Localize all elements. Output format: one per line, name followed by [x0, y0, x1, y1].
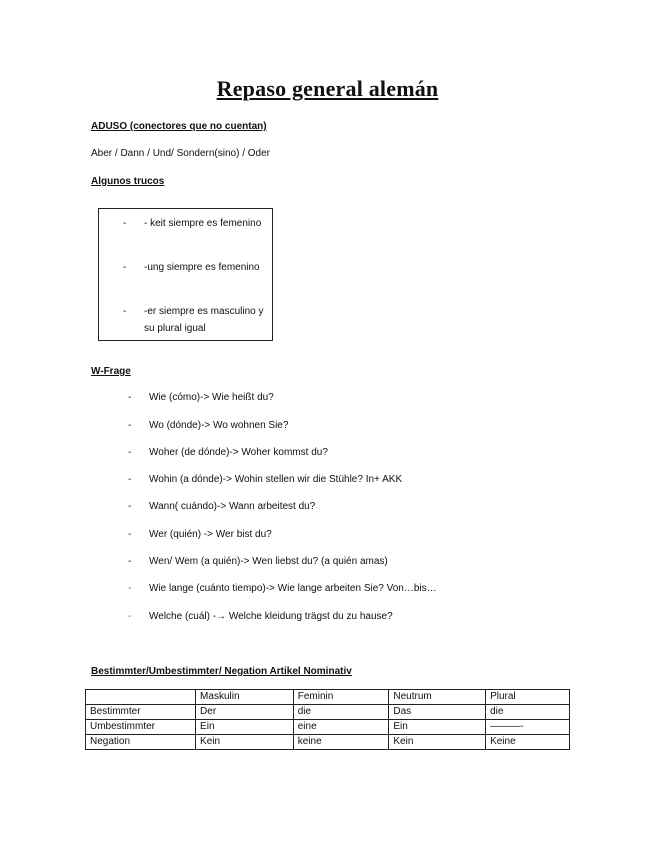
bullet-dash: - [128, 611, 132, 622]
table-cell: Keine [486, 735, 570, 750]
bullet-dash: - [128, 529, 132, 540]
page-title: Repaso general alemán [216, 76, 439, 101]
table-cell: Bestimmter [86, 705, 196, 720]
bullet-dash: - [128, 420, 132, 431]
wfrage-text: Wo (dónde)-> Wo wohnen Sie? [149, 420, 289, 431]
table-header-row [86, 690, 570, 705]
table-row [86, 720, 570, 735]
trick-item [123, 303, 274, 337]
table-cell: eine [293, 720, 389, 735]
table-cell: Plural [486, 690, 570, 705]
bullet-dash: - [123, 218, 127, 229]
table-cell: Umbestimmter [86, 720, 196, 735]
wfrage-text: Welche (cuál) -→ Welche kleidung trägst du zu hause? [149, 611, 393, 622]
bullet-dash: - [128, 501, 132, 512]
wfrage-text: Wohin (a dónde)-> Wohin stellen wir die Stühle? In+ AKK [149, 474, 403, 485]
bullet-dash: - [123, 262, 127, 273]
aduso-heading: ADUSO (conectores que no cuentan) [91, 121, 267, 132]
wfrage-heading: W-Frage [91, 366, 131, 377]
table-cell: die [293, 705, 389, 720]
bullet-dash: - [123, 306, 127, 317]
table-cell: ———- [486, 720, 570, 735]
table-cell: Ein [196, 720, 294, 735]
wfrage-text: Wann( cuándo)-> Wann arbeitest du? [149, 501, 316, 512]
trick-item [123, 215, 274, 232]
wfrage-text: Woher (de dónde)-> Woher kommst du? [149, 447, 328, 458]
trick-item [123, 259, 274, 276]
aduso-connectors-text: Aber / Dann / Und/ Sondern(sino) / Oder [91, 148, 270, 159]
table-cell: Maskulin [196, 690, 294, 705]
trick-text: - keit siempre es femenino [144, 218, 262, 229]
table-row [86, 705, 570, 720]
table-cell: Das [389, 705, 486, 720]
table-cell [86, 690, 196, 705]
table-cell: Kein [389, 735, 486, 750]
bullet-dash: - [128, 556, 132, 567]
table-cell: Der [196, 705, 294, 720]
wfrage-text: Wie lange (cuánto tiempo)-> Wie lange arbeiten Sie? Von…bis… [149, 583, 437, 594]
table-cell: Feminin [293, 690, 389, 705]
table-row [86, 735, 570, 750]
bullet-dash: - [128, 474, 132, 485]
bullet-dash: - [128, 392, 132, 403]
table-cell: Neutrum [389, 690, 486, 705]
wfrage-text: Wie (cómo)-> Wie heißt du? [149, 392, 274, 403]
table-cell: keine [293, 735, 389, 750]
table-cell: Ein [389, 720, 486, 735]
table-cell: Negation [86, 735, 196, 750]
tricks-box [98, 208, 273, 341]
tricks-heading: Algunos trucos [91, 176, 165, 187]
articles-heading: Bestimmter/Umbestimmter/ Negation Artikel Nominativ [91, 666, 352, 677]
bullet-dash: - [128, 583, 132, 594]
table-cell: Kein [196, 735, 294, 750]
table-cell: die [486, 705, 570, 720]
bullet-dash: - [128, 447, 132, 458]
trick-text: -ung siempre es femenino [144, 262, 260, 273]
articles-table [85, 689, 570, 750]
wfrage-text: Wer (quién) -> Wer bist du? [149, 529, 272, 540]
wfrage-text: Wen/ Wem (a quién)-> Wen liebst du? (a quién amas) [149, 556, 388, 567]
trick-text: -er siempre es masculino y su plural igual [144, 306, 264, 334]
